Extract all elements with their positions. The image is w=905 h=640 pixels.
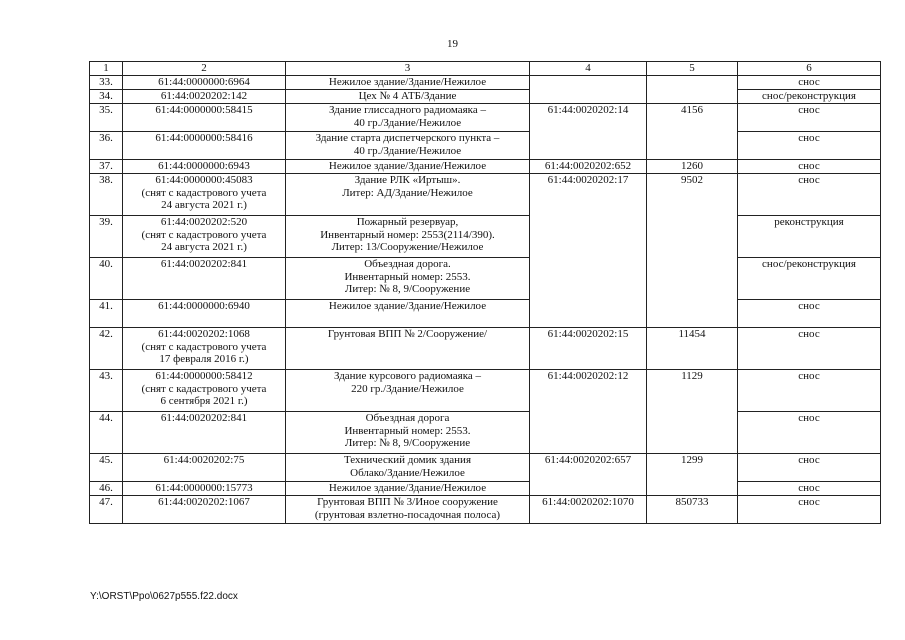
object-name-cell-line: Здание курсового радиомаяка – (333, 370, 482, 382)
cadastral-number-cell-line: 61:44:0000000:6940 (158, 300, 250, 312)
cadastral-number-cell-line: 17 февраля 2016 г.) (159, 353, 249, 365)
cadastral-number-cell (123, 412, 286, 454)
area-cell: 1260 (647, 160, 738, 174)
land-parcel-cell: 61:44:0020202:14 (530, 104, 647, 160)
object-name-cell-line: Пожарный резервуар, (356, 216, 459, 228)
cadastral-number-cell (123, 76, 286, 90)
cadastral-number-cell-line: 61:44:0000000:6943 (158, 160, 250, 172)
table-row (90, 412, 881, 454)
object-name-cell (286, 370, 530, 412)
cadastral-number-cell (123, 104, 286, 132)
object-name-cell (286, 454, 530, 482)
object-name-cell-line: Технический домик здания (343, 454, 472, 466)
cadastral-number-cell-line: 61:44:0000000:58415 (155, 104, 253, 116)
cadastral-number-cell (123, 132, 286, 160)
object-name-cell-line: Здание старта диспетчерского пункта – (315, 132, 500, 144)
cadastral-number-cell-line: 61:44:0020202:841 (160, 258, 248, 270)
cadastral-number-cell-line: 61:44:0020202:520 (160, 216, 248, 228)
action-cell: реконструкция (738, 216, 881, 258)
file-path-footer: Y:\ORST\Ppo\0627p555.f22.docx (90, 591, 238, 602)
object-name-cell-line: Объездная дорога. (364, 258, 451, 270)
action-cell: снос (738, 454, 881, 482)
area-cell (647, 76, 738, 104)
column-header: 6 (738, 62, 881, 76)
object-name-cell (286, 76, 530, 90)
column-header: 2 (123, 62, 286, 76)
row-number-cell: 47. (90, 496, 123, 524)
cadastral-number-cell (123, 174, 286, 216)
action-cell: снос (738, 104, 881, 132)
cadastral-number-cell-line: 61:44:0020202:142 (160, 90, 248, 102)
object-name-cell (286, 412, 530, 454)
row-number-cell: 34. (90, 90, 123, 104)
table-row (90, 90, 881, 104)
table-row (90, 216, 881, 258)
row-number-cell: 44. (90, 412, 123, 454)
object-name-cell (286, 216, 530, 258)
cadastral-number-cell-line: 24 августа 2021 г.) (161, 199, 247, 211)
column-header: 1 (90, 62, 123, 76)
area-cell: 1129 (647, 370, 738, 454)
object-name-cell (286, 496, 530, 524)
object-name-cell-line: Инвентарный номер: 2553. (344, 424, 471, 437)
land-parcel-cell: 61:44:0020202:17 (530, 174, 647, 328)
column-header: 5 (647, 62, 738, 76)
object-name-cell-line: Цех № 4 АТБ/Здание (358, 90, 457, 102)
area-cell: 1299 (647, 454, 738, 496)
cadastral-number-cell-line: 61:44:0000000:6964 (158, 76, 250, 88)
cadastral-number-cell (123, 90, 286, 104)
area-cell: 11454 (647, 328, 738, 370)
action-cell: снос (738, 328, 881, 370)
cadastral-number-cell-line: (снят с кадастрового учета (141, 382, 267, 395)
object-name-cell-line: 40 гр./Здание/Нежилое (353, 116, 462, 129)
object-name-cell-line: Инвентарный номер: 2553. (344, 270, 471, 283)
object-name-cell-line: Здание РЛК «Иртыш». (354, 174, 461, 186)
object-name-cell (286, 160, 530, 174)
object-name-cell (286, 104, 530, 132)
cadastral-number-cell-line: 61:44:0020202:841 (160, 412, 248, 424)
action-cell: снос (738, 482, 881, 496)
object-name-cell (286, 300, 530, 328)
land-parcel-cell: 61:44:0020202:652 (530, 160, 647, 174)
object-name-cell-line: Литер: № 8, 9/Сооружение (344, 283, 471, 295)
object-name-cell-line: Нежилое здание/Здание/Нежилое (328, 482, 487, 494)
object-name-cell-line: Нежилое здание/Здание/Нежилое (328, 160, 487, 172)
cadastral-number-cell (123, 216, 286, 258)
object-name-cell-line: Нежилое здание/Здание/Нежилое (328, 300, 487, 312)
land-parcel-cell (530, 76, 647, 104)
row-number-cell: 41. (90, 300, 123, 328)
object-name-cell (286, 174, 530, 216)
page-number: 19 (447, 38, 458, 50)
row-number-cell: 39. (90, 216, 123, 258)
action-cell: снос (738, 412, 881, 454)
object-name-cell-line: Литер: № 8, 9/Сооружение (344, 437, 471, 449)
cadastral-number-cell (123, 496, 286, 524)
object-name-cell-line: Грунтовая ВПП № 2/Сооружение/ (327, 328, 488, 340)
row-number-cell: 36. (90, 132, 123, 160)
action-cell: снос (738, 132, 881, 160)
row-number-cell: 38. (90, 174, 123, 216)
action-cell: снос (738, 160, 881, 174)
object-name-cell-line: Литер: АД/Здание/Нежилое (342, 186, 473, 199)
row-number-cell: 37. (90, 160, 123, 174)
cadastral-number-cell (123, 482, 286, 496)
table-row (90, 258, 881, 300)
action-cell: снос (738, 76, 881, 90)
table-row (90, 174, 881, 216)
object-name-cell-line: 40 гр./Здание/Нежилое (353, 144, 462, 157)
action-cell: снос/реконструкция (738, 90, 881, 104)
land-parcel-cell: 61:44:0020202:1070 (530, 496, 647, 524)
object-name-cell (286, 328, 530, 370)
object-name-cell-line: Инвентарный номер: 2553(2114/390). (320, 228, 495, 241)
cadastral-number-cell-line: 61:44:0020202:1067 (158, 496, 250, 508)
action-cell: снос (738, 370, 881, 412)
cadastral-number-cell-line: 61:44:0000000:58416 (155, 132, 253, 144)
table-row (90, 328, 881, 370)
row-number-cell: 40. (90, 258, 123, 300)
cadastral-number-cell-line: (снят с кадастрового учета (141, 228, 267, 241)
object-name-cell (286, 258, 530, 300)
row-number-cell: 43. (90, 370, 123, 412)
table-row (90, 370, 881, 412)
action-cell: снос (738, 496, 881, 524)
object-name-cell-line: (грунтовая взлетно-посадочная полоса) (314, 508, 501, 521)
cadastral-number-cell-line: 61:44:0000000:15773 (155, 482, 253, 494)
row-number-cell: 33. (90, 76, 123, 90)
object-name-cell-line: Облако/Здание/Нежилое (350, 466, 465, 479)
cadastral-number-cell (123, 328, 286, 370)
objects-table-body (90, 62, 881, 524)
cadastral-number-cell-line: 61:44:0020202:75 (163, 454, 245, 466)
land-parcel-cell: 61:44:0020202:12 (530, 370, 647, 454)
objects-table (89, 61, 881, 524)
land-parcel-cell: 61:44:0020202:15 (530, 328, 647, 370)
object-name-cell (286, 90, 530, 104)
table-row (90, 160, 881, 174)
cadastral-number-cell-line: 6 сентября 2021 г.) (160, 395, 248, 407)
column-header: 4 (530, 62, 647, 76)
land-parcel-cell: 61:44:0020202:657 (530, 454, 647, 496)
object-name-cell (286, 482, 530, 496)
table-row (90, 300, 881, 328)
object-name-cell-line: 220 гр./Здание/Нежилое (351, 382, 464, 395)
area-cell: 850733 (647, 496, 738, 524)
action-cell: снос (738, 300, 881, 328)
table-row (90, 454, 881, 482)
cadastral-number-cell-line: 24 августа 2021 г.) (161, 241, 247, 253)
table-row (90, 496, 881, 524)
area-cell: 4156 (647, 104, 738, 160)
object-name-cell (286, 132, 530, 160)
table-row (90, 104, 881, 132)
cadastral-number-cell (123, 160, 286, 174)
object-name-cell-line: Объездная дорога (365, 412, 450, 424)
cadastral-number-cell (123, 258, 286, 300)
object-name-cell-line: Здание глиссадного радиомаяка – (329, 104, 486, 116)
table-row (90, 132, 881, 160)
cadastral-number-cell (123, 300, 286, 328)
action-cell: снос (738, 174, 881, 216)
header-row (90, 62, 881, 76)
area-cell: 9502 (647, 174, 738, 328)
table-row (90, 76, 881, 90)
cadastral-number-cell-line: 61:44:0000000:58412 (155, 370, 253, 382)
cadastral-number-cell-line: (снят с кадастрового учета (141, 340, 267, 353)
table-row (90, 482, 881, 496)
row-number-cell: 45. (90, 454, 123, 482)
cadastral-number-cell-line: (снят с кадастрового учета (141, 186, 267, 199)
cadastral-number-cell-line: 61:44:0020202:1068 (158, 328, 250, 340)
object-name-cell-line: Нежилое здание/Здание/Нежилое (328, 76, 487, 88)
cadastral-number-cell-line: 61:44:0000000:45083 (155, 174, 253, 186)
row-number-cell: 42. (90, 328, 123, 370)
object-name-cell-line: Литер: 13/Сооружение/Нежилое (331, 241, 484, 253)
column-header: 3 (286, 62, 530, 76)
row-number-cell: 35. (90, 104, 123, 132)
object-name-cell-line: Грунтовая ВПП № 3/Иное сооружение (317, 496, 498, 508)
action-cell: снос/реконструкция (738, 258, 881, 300)
row-number-cell: 46. (90, 482, 123, 496)
cadastral-number-cell (123, 454, 286, 482)
cadastral-number-cell (123, 370, 286, 412)
